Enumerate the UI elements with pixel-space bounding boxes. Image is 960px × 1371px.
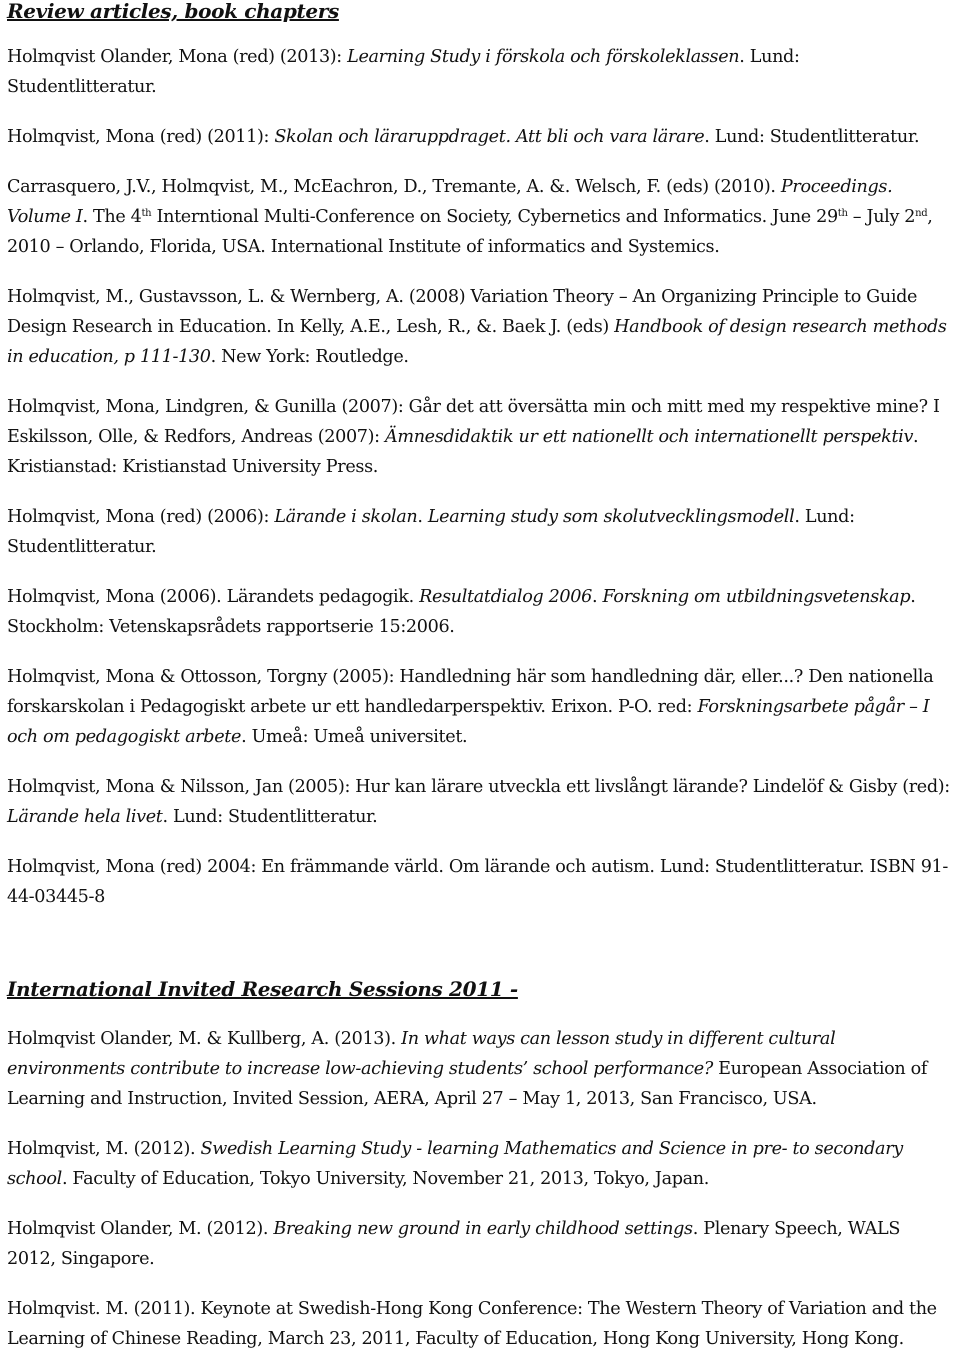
reference-entry: Holmqvist, Mona (2006). Lärandets pedagogik. Resultatdialog 2006. Forskning om utbildningsvetenskap. Stockholm: Vetenskapsrådets rapportserie 15:2006. bbox=[7, 587, 916, 637]
session-entry: Holmqvist Olander, M. & Kullberg, A. (2013). In what ways can lesson study in different cultural environments contribute to increase low-achieving students’ school performance? European Association of Learning and Instruction, Invited Session, AERA, April 27 – May 1, 2013, San Francisco, USA. bbox=[7, 1029, 928, 1109]
reference-entry: Holmqvist, Mona & Ottosson, Torgny (2005): Handledning här som handledning där, eller...? Den nationella forskarskolan i Pedagogiskt arbete ur ett handledarperspektiv. Erixon. P-O. red: Forskningsarbete pågår – I och om pedagogiskt arbete. Umeå: Umeå universitet. bbox=[7, 667, 934, 747]
section-heading-invited: International Invited Research Sessions 2011 - bbox=[7, 977, 518, 1001]
reference-entry: Holmqvist, Mona (red) 2004: En främmande värld. Om lärande och autism. Lund: Studentlitteratur. ISBN 91-44-03445-8 bbox=[7, 857, 948, 907]
session-entry: Holmqvist Olander, M. (2012). Breaking new ground in early childhood settings. Plenary Speech, WALS 2012, Singapore. bbox=[7, 1219, 901, 1269]
reference-entry: Holmqvist, Mona, Lindgren, & Gunilla (2007): Går det att översätta min och mitt med my respektive mine? I Eskilsson, Olle, & Redfors, Andreas (2007): Ämnesdidaktik ur ett nationellt och internationellt perspektiv. Kristianstad: Kristianstad University Press. bbox=[7, 397, 940, 477]
document-page bbox=[7, 0, 953, 1354]
session-entry: Holmqvist, M. (2012). Swedish Learning Study - learning Mathematics and Science in pre- to secondary school. Faculty of Education, Tokyo University, November 21, 2013, Tokyo, Japan. bbox=[7, 1139, 903, 1189]
section-heading-review: Review articles, book chapters bbox=[7, 0, 339, 23]
session-entry: Holmqvist. M. (2011). Keynote at Swedish-Hong Kong Conference: The Western Theory of Variation and the Learning of Chinese Reading, March 23, 2011, Faculty of Education, Hong Kong University, Hong Kong. bbox=[7, 1299, 937, 1349]
reference-entry: Holmqvist, Mona & Nilsson, Jan (2005): Hur kan lärare utveckla ett livslångt lärande? Lindelöf & Gisby (red): Lärande hela livet. Lund: Studentlitteratur. bbox=[7, 777, 950, 827]
reference-entry: Holmqvist Olander, Mona (red) (2013): Learning Study i förskola och förskoleklassen. Lund: Studentlitteratur. bbox=[7, 47, 800, 97]
section-spacer bbox=[7, 912, 953, 976]
reference-entry: Holmqvist, Mona (red) (2011): Skolan och läraruppdraget. Att bli och vara lärare. Lund: Studentlitteratur. bbox=[7, 127, 920, 147]
reference-entry: Carrasquero, J.V., Holmqvist, M., McEachron, D., Tremante, A. &. Welsch, F. (eds) (2010). Proceedings. Volume I. The 4th Interntional Multi-Conference on Society, Cybernetics and Informatics. June 29th – July 2nd, 2010 – Orlando, Florida, USA. International Institute of informatics and Systemics. bbox=[7, 177, 933, 257]
section-spacer bbox=[7, 1002, 953, 1024]
reference-entry: Holmqvist, M., Gustavsson, L. & Wernberg, A. (2008) Variation Theory – An Organizing Principle to Guide Design Research in Education. In Kelly, A.E., Lesh, R., &. Baek J. (eds) Handbook of design research methods in education, p 111-130. New York: Routledge. bbox=[7, 287, 947, 367]
reference-entry: Holmqvist, Mona (red) (2006): Lärande i skolan. Learning study som skolutvecklingsmodell. Lund: Studentlitteratur. bbox=[7, 507, 855, 557]
